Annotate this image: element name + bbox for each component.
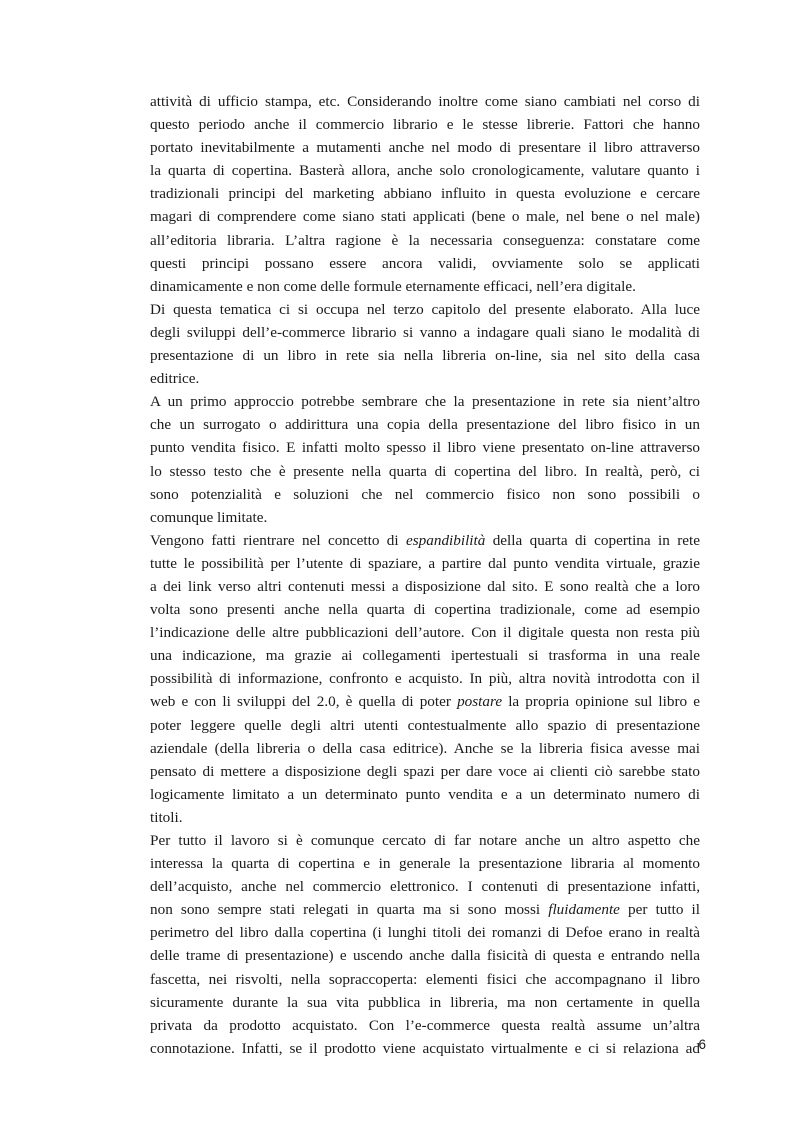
- text-line: dinamicamente e non come delle formule eternamente efficaci, nell’era digitale.: [150, 277, 636, 295]
- text-line: lo stesso testo che è presente nella quarta di copertina del libro. In realtà, però, ci: [150, 462, 700, 480]
- text-line: possibilità di informazione, confronto e acquisto. In più, altra novità introdotta con il: [150, 670, 700, 688]
- text-line: la quarta di copertina. Basterà allora, anche solo cronologicamente, valutare quanto i: [150, 162, 700, 180]
- text-line: che un surrogato o addirittura una copia della presentazione del libro fisico in un: [150, 416, 700, 434]
- text-line: interessa la quarta di copertina e in generale la presentazione libraria al momento: [150, 855, 700, 873]
- text-line: l’indicazione delle altre pubblicazioni dell’autore. Con il digitale questa non resta più: [150, 624, 700, 642]
- text-line: sicuramente durante la sua vita pubblica in libreria, ma non certamente in quella: [150, 993, 700, 1011]
- text-line: perimetro del libro dalla copertina (i lunghi titoli dei romanzi di Defoe erano in realtà: [150, 924, 700, 942]
- text-line: Per tutto il lavoro si è comunque cercato di far notare anche un altro aspetto che: [150, 832, 700, 849]
- text-line: dell’acquisto, anche nel commercio elettronico. I contenuti di presentazione infatti,: [150, 878, 700, 896]
- paragraph: [150, 90, 700, 298]
- body-text: [150, 90, 700, 1060]
- text-line: tradizionali principi del marketing abbiano influito in questa evoluzione e cercare: [150, 185, 700, 203]
- text-line: all’editoria libraria. L’altra ragione è la necessaria conseguenza: constatare come: [150, 231, 700, 249]
- emphasis: espandibilità: [406, 531, 486, 549]
- text-line: Di questa tematica ci si occupa nel terzo capitolo del presente elaborato. Alla luce: [150, 300, 700, 318]
- text-line: a dei link verso altri contenuti messi a disposizione dal sito. E sono realtà che a loro: [150, 577, 700, 595]
- text-line: tutte le possibilità per l’utente di spaziare, a partire dal punto vendita virtuale, grazie: [150, 554, 700, 572]
- text-line: presentazione di un libro in rete sia nella libreria on-line, sia nel sito della casa: [150, 347, 700, 365]
- emphasis: fluidamente: [548, 901, 620, 919]
- paragraph: [150, 529, 700, 829]
- text-line: web e con li sviluppi del 2.0, è quella di poter postare la propria opinione sul libro e: [150, 693, 700, 711]
- text-line: questi principi possano essere ancora validi, ovviamente solo se applicati: [150, 254, 700, 272]
- text-line: A un primo approccio potrebbe sembrare che la presentazione in rete sia nient’altro: [150, 393, 700, 411]
- paragraph: [150, 829, 700, 1060]
- text-line: magari di comprendere come siano stati applicati (bene o male, nel bene o nel male): [150, 208, 700, 226]
- text-line: fascetta, nei risvolti, nella sopraccoperta: elementi fisici che accompagnano il libro: [150, 970, 700, 988]
- text-line: volta sono presenti anche nella quarta di copertina tradizionale, come ad esempio: [150, 601, 700, 619]
- text-line: questo periodo anche il commercio librario e le stesse librerie. Fattori che hanno: [150, 116, 700, 134]
- text-line: non sono sempre stati relegati in quarta ma si sono mossi fluidamente per tutto il: [150, 901, 700, 919]
- text-line: comunque limitate.: [150, 508, 268, 526]
- text-line: logicamente limitato a un determinato punto vendita e a un determinato numero di: [150, 785, 700, 803]
- text-line: sono potenzialità e soluzioni che nel commercio fisico non sono possibili o: [150, 485, 700, 503]
- text-line: aziendale (della libreria o della casa editrice). Anche se la libreria fisica avesse mai: [150, 739, 700, 757]
- emphasis: postare: [457, 693, 503, 711]
- page-number: 6: [698, 1037, 706, 1052]
- text-line: editrice.: [150, 370, 200, 388]
- text-line: delle trame di presentazione) e uscendo anche dalla fisicità di questa e entrando nella: [150, 947, 700, 965]
- text-line: portato inevitabilmente a mutamenti anche nel modo di presentare il libro attraverso: [150, 139, 700, 157]
- text-line: connotazione. Infatti, se il prodotto viene acquistato virtualmente e ci si relaziona ad: [150, 1039, 700, 1057]
- text-line: punto vendita fisico. E infatti molto spesso il libro viene presentato on-line attraverso: [150, 439, 700, 457]
- text-line: titoli.: [150, 808, 183, 826]
- paragraph: [150, 298, 700, 390]
- paragraph: [150, 390, 700, 529]
- text-line: poter leggere quelle degli altri utenti contestualmente allo spazio di presentazione: [150, 716, 700, 734]
- text-line: una indicazione, ma grazie ai collegamenti ipertestuali si trasforma in una reale: [150, 647, 700, 665]
- text-line: pensato di mettere a disposizione degli spazi per dare voce ai clienti ciò sarebbe stato: [150, 762, 700, 780]
- text-line: privata da prodotto acquistato. Con l’e-commerce questa realtà assume un’altra: [150, 1016, 700, 1034]
- text-line: attività di ufficio stampa, etc. Considerando inoltre come siano cambiati nel corso di: [150, 93, 700, 110]
- text-line: Vengono fatti rientrare nel concetto di espandibilità della quarta di copertina in rete: [150, 531, 700, 549]
- text-line: degli sviluppi dell’e-commerce librario si vanno a indagare quali siano le modalità di: [150, 323, 700, 341]
